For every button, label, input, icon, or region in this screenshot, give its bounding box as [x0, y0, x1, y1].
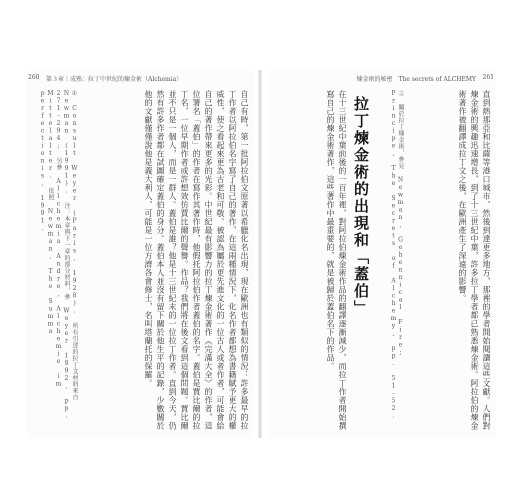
- left-page: [26, 70, 254, 438]
- running-head: 第３章｜成熟：拉丁中世紀的煉金術（Alchemia）: [46, 76, 183, 83]
- body-text: 在十三世紀中葉前後的一百年裡，對阿拉伯煉金術作品的翻譯逐漸減少，而拉丁作者開始撰寫自己的煉金術著作，這些著作中最重要的，就是被歸於蓋伯名下的作品。: [326, 90, 347, 430]
- body-text: 直到熱那亞和比薩等港口城市，然後到達更多地方，那裡的學者開始閱讀這些文獻。人們對煉金術的興趣迅速增長，到了十三世紀中葉，許多拉丁學者都已熟悉煉金術。阿拉伯的煉金術著作被翻譯成拉丁文之後，在歐洲產生了深遠的影響。: [458, 90, 491, 430]
- page-number: 260: [28, 74, 40, 81]
- section-heading: 拉丁煉金術的出現和「蓋伯」: [352, 96, 370, 317]
- body-text: 自己有時，第一批阿拉伯文原著以希臘化名出現，現在歐洲也有類似的情況：許多最早的拉丁作者以阿拉伯名字寫了自己的著作，在這兩種情況下，化名作者都想為書籍賦予更大的權威性，使之看起來更為古老和可敬。被認為屬於更先進文化的一位古人或者作者，可能會給自己的著作帶來更多的光彩。中世紀最有影響力的拉丁煉金術著作《完滿大全》的作者，這位署名「蓋伯」的作者在寫作其著作時，他假托阿拉伯作者蓋伯的名字。蓋伯是賈比爾的拉丁名，一位早期作者或許想效仿賈比爾的聲譽。作品？我們將在後文看到這個問題。賈比爾並不只是一個人，而是一群人。蓋伯是誰？他是十三世紀末的一位拉丁作者。直到今天，仍然有許多作者都在試圖確定蓋伯的身分。蓋伯本人並沒有留下關於他生平的記錄，少數關於他的文獻僅僅說他是義大利人，可能是一位方濟各會修士，名叫塔蘭托的保羅。: [144, 90, 249, 430]
- book-gutter: [258, 70, 262, 438]
- footnotes: ① Consult Weyer (Paris, 1928). 所有引述的拉丁文材料來自 Newman (1991). 注：本章與下一章的部分材料，參 Weyer 1992, pp. 271-294; 另參 Allchemia Andre, Alchemie im Mittelalter. 依照 Newman, The Summa perfectionis, 1991.: [39, 90, 78, 420]
- page-number: 261: [482, 74, 494, 81]
- running-head: 煉金術的秘密 The secrets of ALCHEMY: [356, 76, 476, 83]
- right-page: [268, 70, 496, 438]
- footnotes: ② 關於拉丁煉金術，參見 Newman, Gehennical Fire; Principe, The Secrets of Alchemy, pp. 51-52.: [390, 90, 404, 420]
